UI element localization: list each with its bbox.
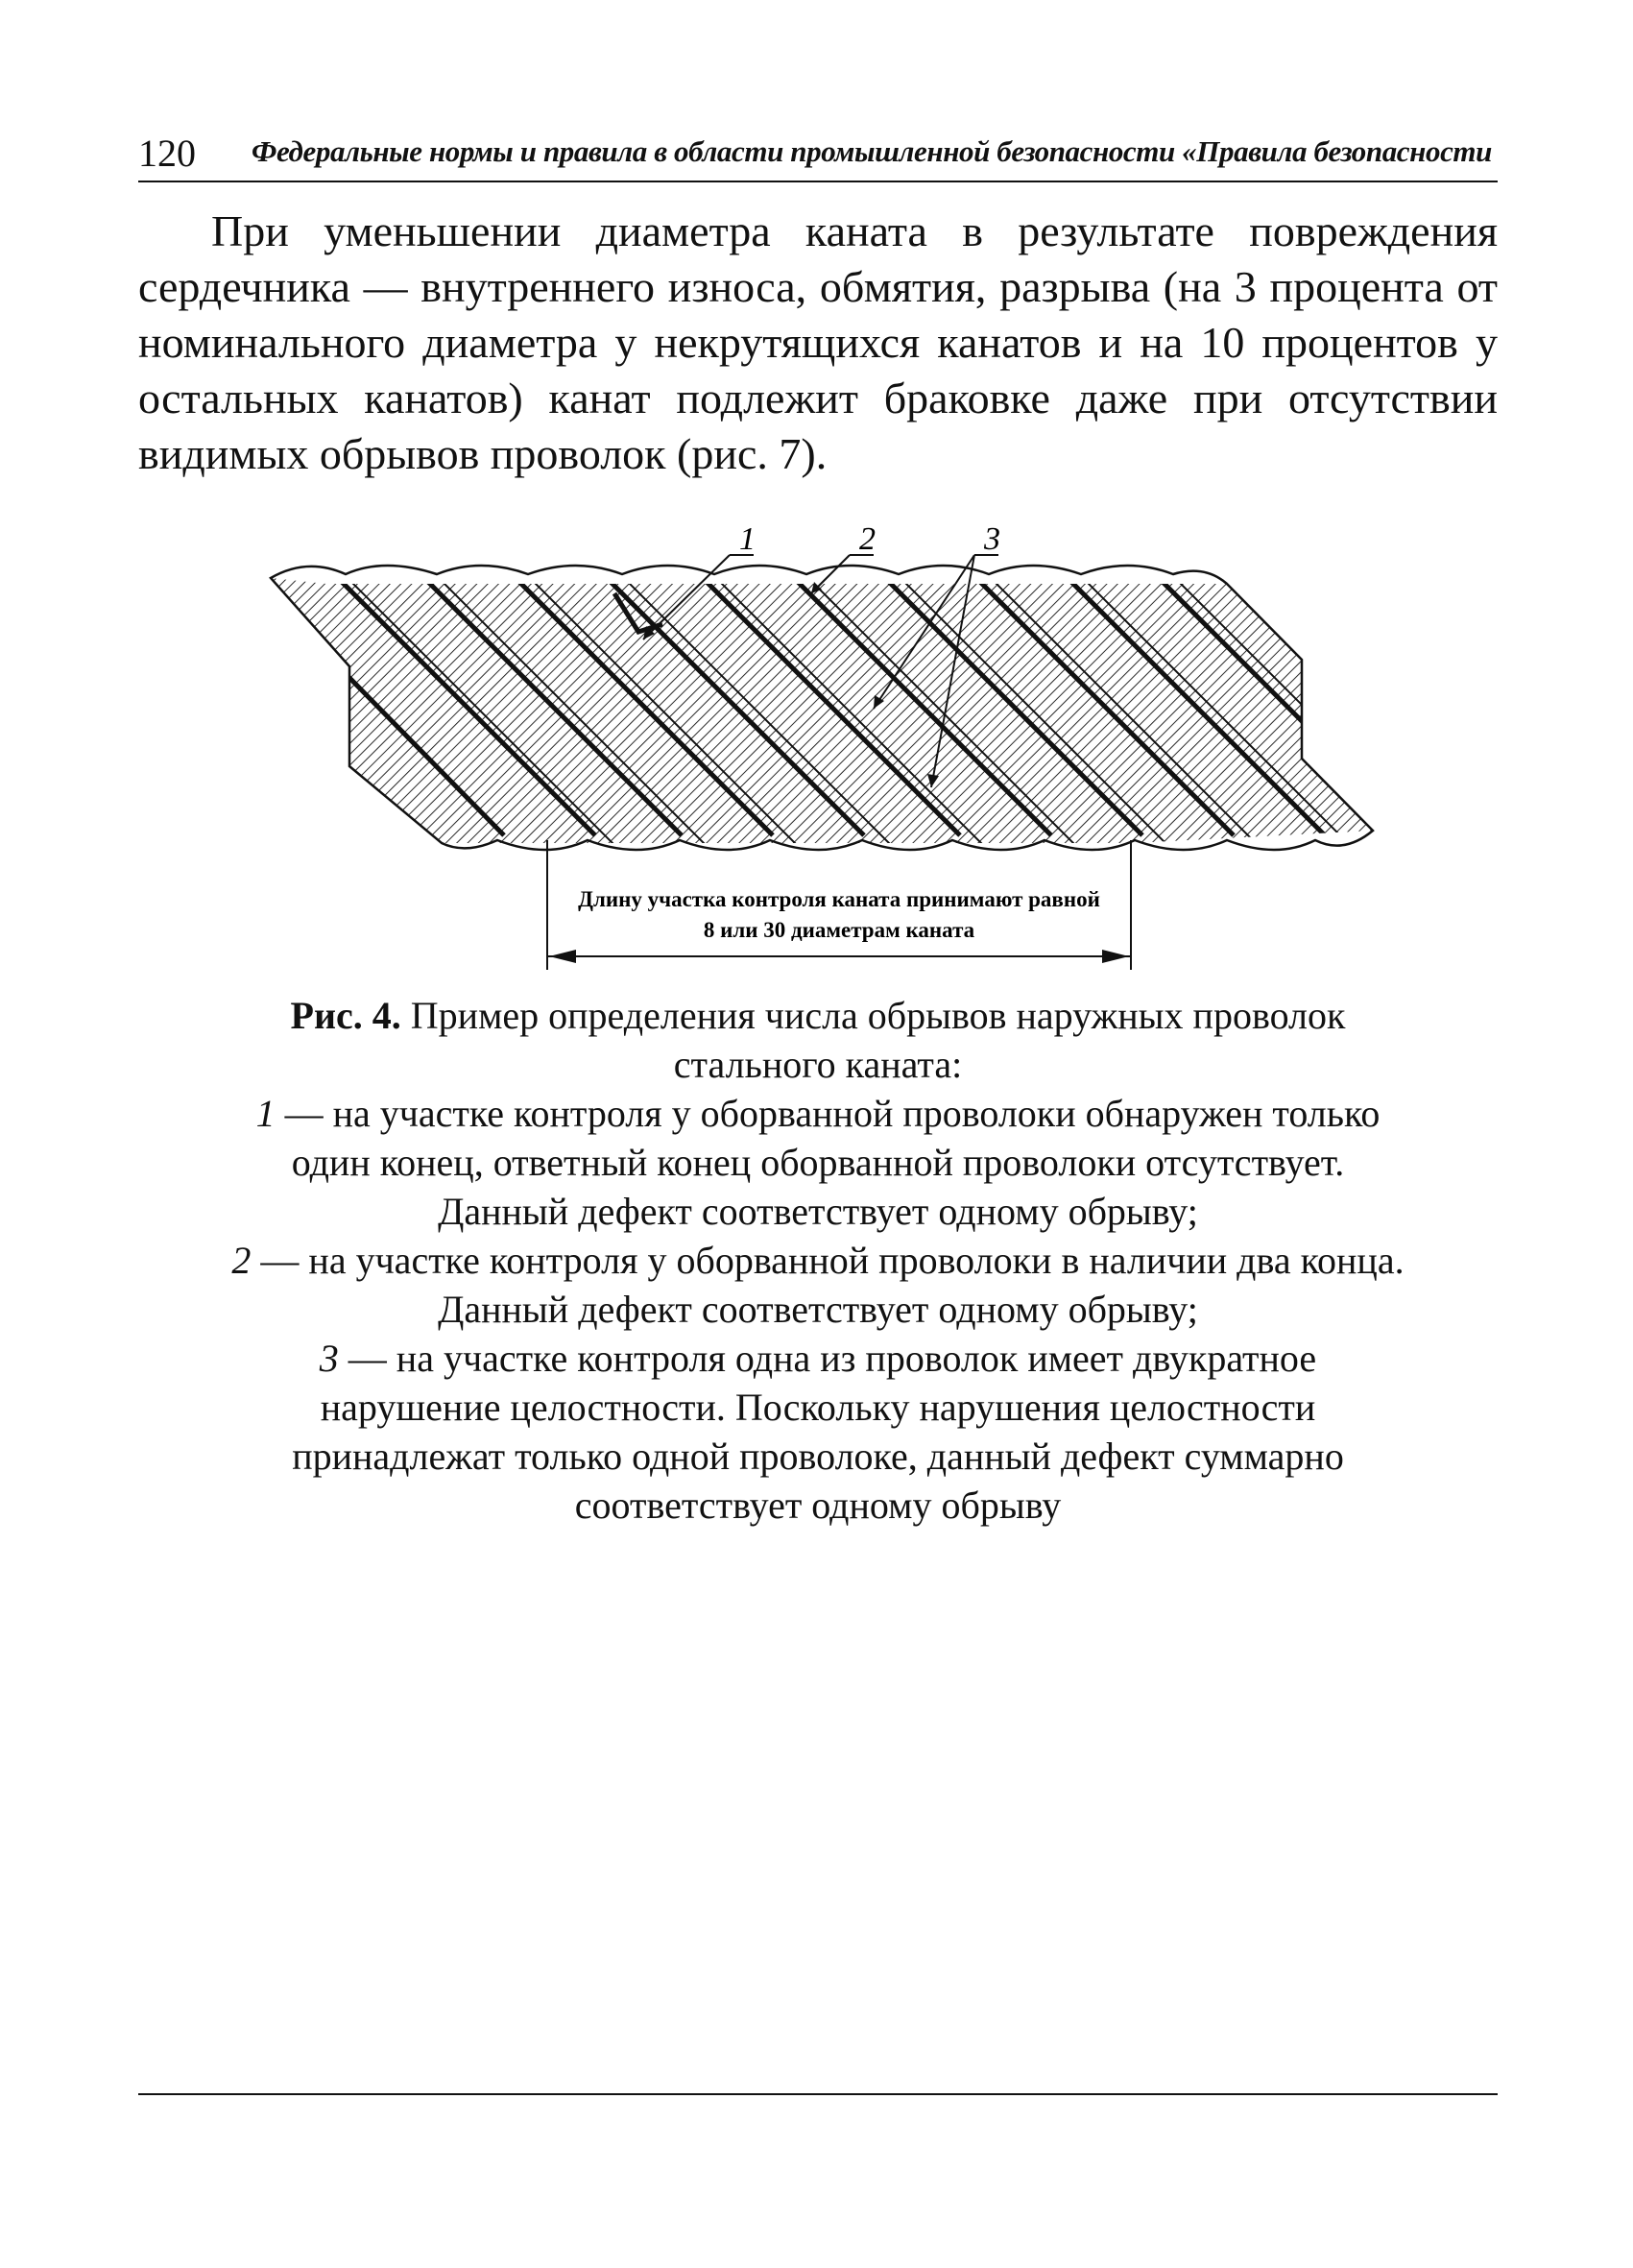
- caption-item-2-num: 2: [231, 1239, 252, 1282]
- figure-caption: [138, 991, 1498, 1530]
- caption-item-3-line2: нарушение целостности. Поскольку нарушения целостности: [320, 1386, 1316, 1429]
- figure-label: Рис. 4.: [290, 994, 401, 1037]
- running-title: Федеральные нормы и правила в области промышленной безопасности «Правила безопасности: [252, 134, 1492, 168]
- rope-body: [259, 519, 1392, 903]
- page-header: [138, 125, 1498, 182]
- dimension-label-line1: Длину участка контроля каната принимают равной: [578, 887, 1100, 911]
- callout-3: 3: [984, 521, 1000, 557]
- caption-item-3-num: 3: [319, 1337, 339, 1380]
- callout-2: 2: [859, 521, 876, 557]
- caption-item-3-line1: — на участке контроля одна из проволок имеет двукратное: [338, 1337, 1317, 1380]
- footer-rule: [138, 2093, 1498, 2095]
- caption-title-line1: Пример определения числа обрывов наружных проволок: [410, 994, 1346, 1037]
- caption-item-3-line4: соответствует одному обрыву: [574, 1484, 1062, 1527]
- dimension-label-line2: 8 или 30 диаметрам каната: [703, 918, 975, 942]
- caption-item-2-line1: — на участке контроля у оборванной проволоки в наличии два конца.: [251, 1239, 1405, 1282]
- rope-figure: [259, 519, 1392, 999]
- page-number: 120: [138, 132, 196, 175]
- caption-item-1-line1: — на участке контроля у оборванной проволоки обнаружен только: [275, 1092, 1381, 1135]
- callout-1: 1: [739, 521, 756, 557]
- caption-item-2-line2: Данный дефект соответствует одному обрыву;: [438, 1288, 1198, 1331]
- caption-item-1-num: 1: [255, 1092, 276, 1135]
- caption-item-1-line2: один конец, ответный конец оборванной проволоки отсутствует.: [291, 1141, 1345, 1184]
- caption-item-3-line3: принадлежат только одной проволоке, данный дефект суммарно: [292, 1435, 1344, 1478]
- body-paragraph: При уменьшении диаметра каната в результате повреждения сердечника — внутреннего износа, обмятия, разрыва (на 3 процента от номинального диаметра у некрутящихся канатов и на 10 процентов у остальных канатов) канат подлежит браковке даже при отсутствии видимых обрывов проволок (рис. 7).: [138, 206, 1498, 478]
- caption-title-line2: стального каната:: [673, 1043, 963, 1086]
- caption-item-1-line3: Данный дефект соответствует одному обрыву;: [438, 1190, 1198, 1233]
